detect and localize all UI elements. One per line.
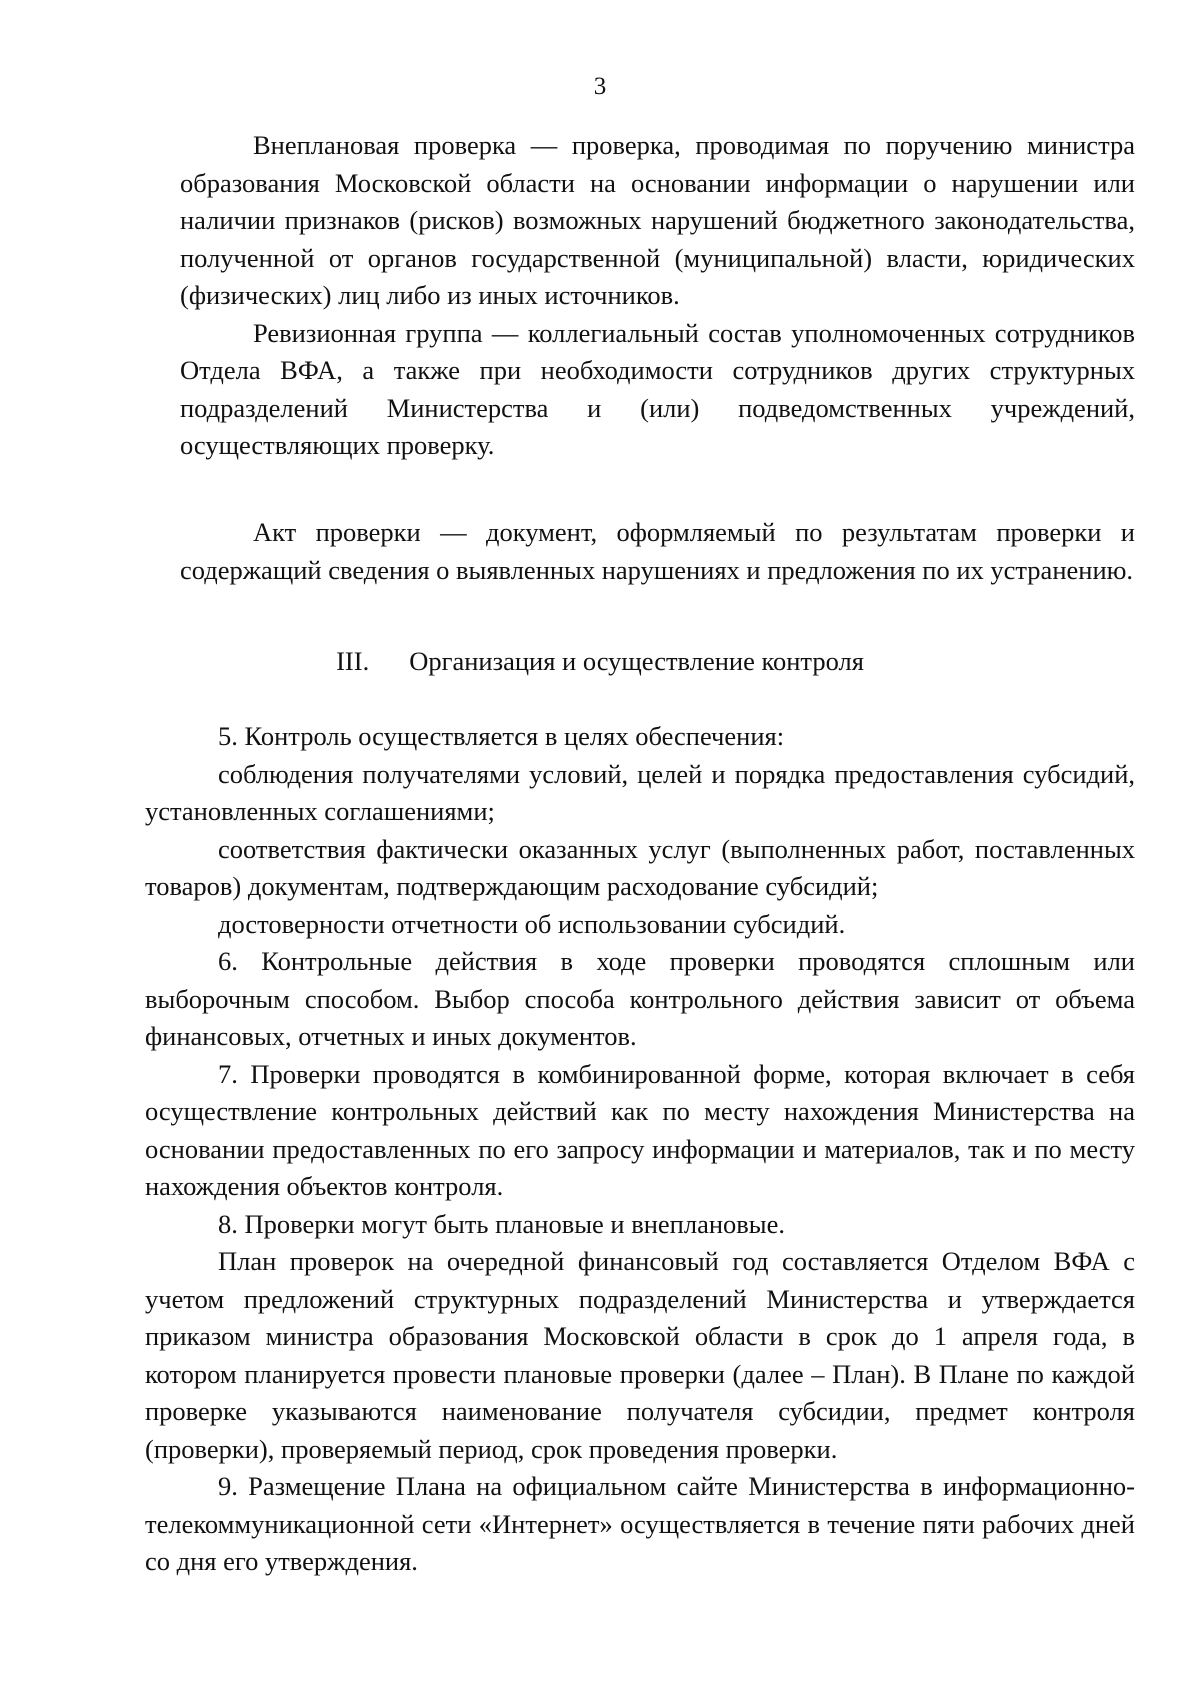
definition-unscheduled-inspection: Внеплановая проверка — проверка, проводимая по поручению министра образования Московской области на основании информации о нарушении или наличии признаков (рисков) возможных нарушений бюджетного законодательства, полученной от органов государственной (муниципальной) власти, юридических (физических) лиц либо из иных источников.	[180, 130, 1135, 310]
definition-inspection-act: Акт проверки — документ, оформляемый по результатам проверки и содержащий сведения о выявленных нарушениях и предложения по их устранению.	[180, 517, 1135, 585]
paragraph-5-item-reliability: достоверности отчетности об использовании субсидий.	[218, 908, 846, 939]
paragraph-plan: План проверок на очередной финансовый год составляется Отделом ВФА с учетом предложений структурных подразделений Министерства и утверждается приказом министра образования Московской области в срок до 1 апреля года, в котором планируется провести плановые проверки (далее – План). В Плане по каждой проверке указываются наименование получателя субсидии, предмет контроля (проверки), проверяемый период, срок проведения проверки.	[145, 1246, 1135, 1464]
paragraph-7: 7. Проверки проводятся в комбинированной форме, которая включает в себя осуществление контрольных действий как по месту нахождения Министерства на основании предоставленных по его запросу информации и материалов, так и по месту нахождения объектов контроля.	[145, 1058, 1135, 1201]
paragraph-8: 8. Проверки могут быть плановые и внеплановые.	[218, 1208, 785, 1239]
definitions-block	[180, 127, 1135, 465]
page-number: 3	[593, 73, 607, 100]
section-heading	[0, 643, 1200, 681]
paragraph-9: 9. Размещение Плана на официальном сайте Министерства в информационно-телекоммуникационной сети «Интернет» осуществляется в течение пяти рабочих дней со дня его утверждения.	[145, 1471, 1135, 1576]
definition-audit-group: Ревизионная группа — коллегиальный состав уполномоченных сотрудников Отдела ВФА, а также при необходимости сотрудников других структурных подразделений Министерства и (или) подведомственных учреждений, осуществляющих проверку.	[180, 317, 1135, 460]
section-number: III.	[336, 646, 370, 676]
section-title: Организация и осуществление контроля	[409, 646, 864, 676]
definitions-block-act	[180, 514, 1135, 589]
main-body	[145, 718, 1135, 1581]
paragraph-5-item-conformity: соответствия фактически оказанных услуг (выполненных работ, поставленных товаров) документам, подтверждающим расходование субсидий;	[145, 833, 1135, 901]
paragraph-6: 6. Контрольные действия в ходе проверки проводятся сплошным или выборочным способом. Выбор способа контрольного действия зависит от объема финансовых, отчетных и иных документов.	[145, 946, 1135, 1051]
paragraph-5: 5. Контроль осуществляется в целях обеспечения:	[218, 721, 785, 751]
paragraph-5-item-compliance: соблюдения получателями условий, целей и порядка предоставления субсидий, установленных соглашениями;	[145, 758, 1135, 826]
